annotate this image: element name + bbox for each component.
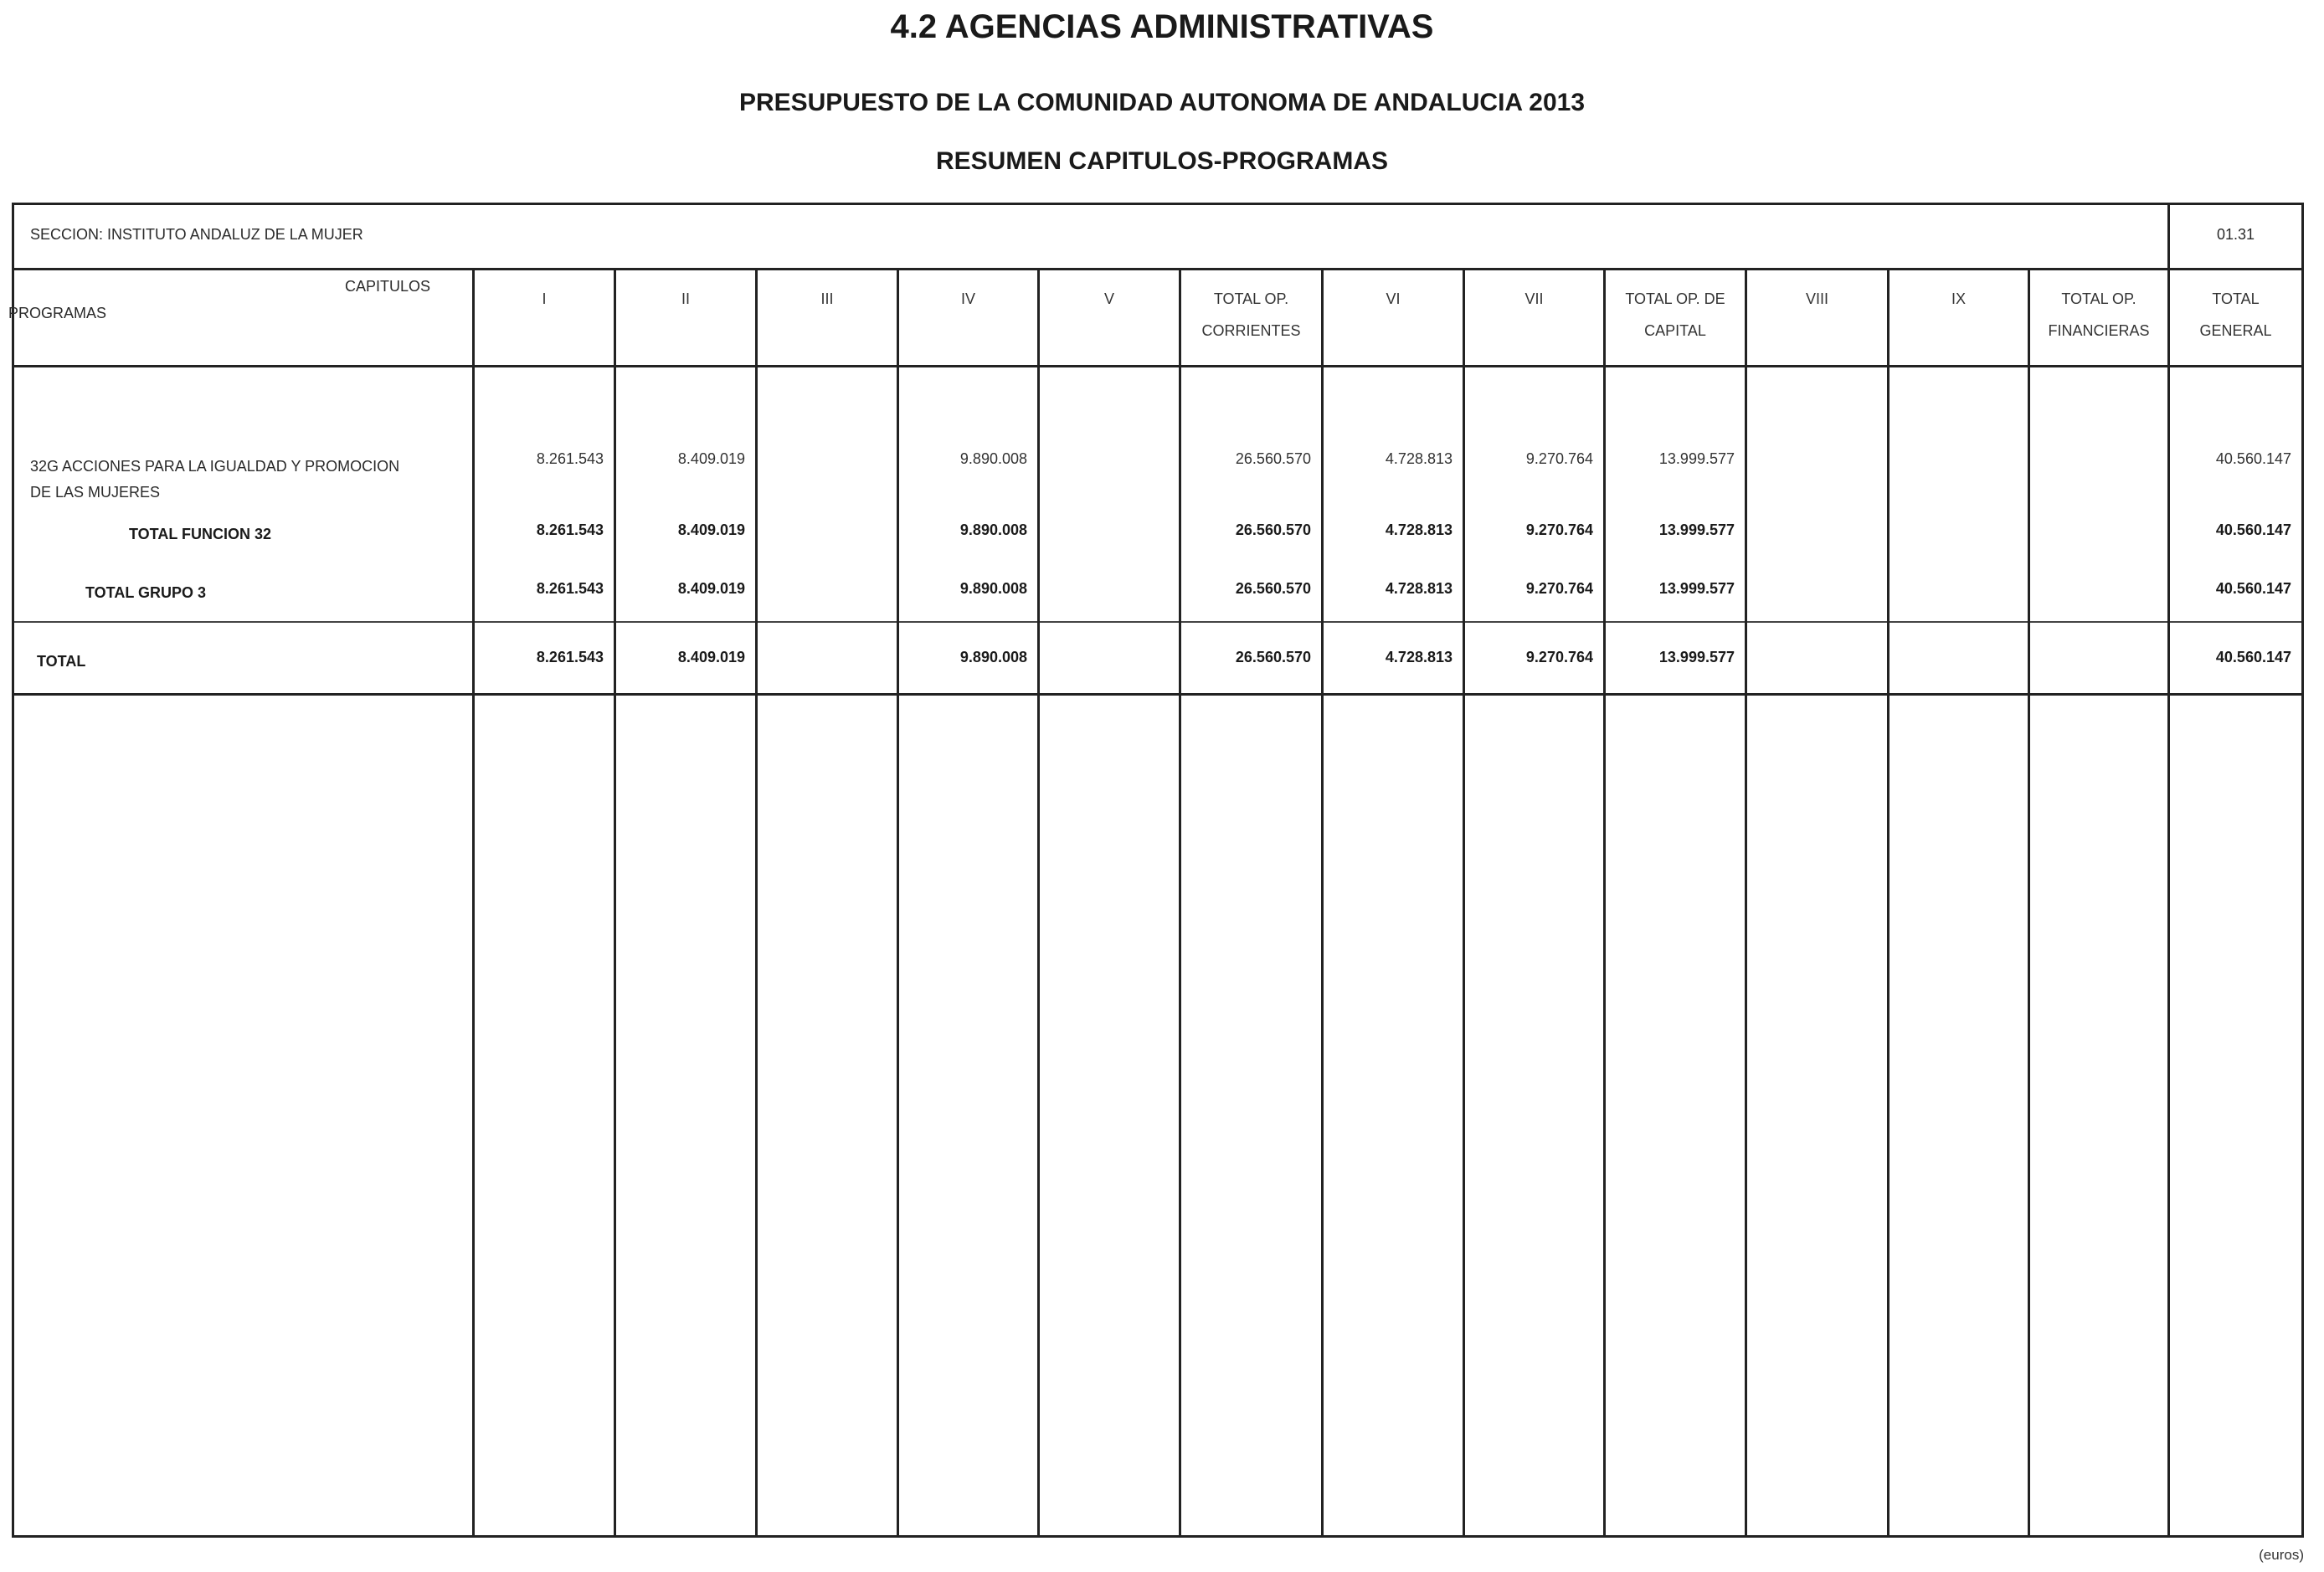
document-title: 4.2 AGENCIAS ADMINISTRATIVAS <box>890 8 1434 45</box>
cell-value: 26.560.570 <box>1235 521 1311 538</box>
cell-value: 9.270.764 <box>1525 580 1593 597</box>
column-header-total-op-corrientes: TOTAL OP. CORRIENTES <box>1201 290 1301 339</box>
column-header-vii: VII <box>1524 290 1544 307</box>
cell-value: 9.890.008 <box>959 521 1027 538</box>
column-divider <box>2028 270 2030 1538</box>
section-label: SECCION: INSTITUTO ANDALUZ DE LA MUJER <box>30 226 363 243</box>
table-right-border <box>2301 203 2304 1538</box>
cell-value: 8.409.019 <box>677 580 745 597</box>
cell-value: 8.261.543 <box>536 521 604 538</box>
budget-title: PRESUPUESTO DE LA COMUNIDAD AUTONOMA DE ANDALUCIA 2013 <box>738 89 1586 116</box>
cell-value: 9.270.764 <box>1525 649 1593 665</box>
header-programas: PROGRAMAS <box>8 305 107 321</box>
column-header-vi: VI <box>1386 290 1401 307</box>
budget-table <box>8 203 2304 1538</box>
cell-value: 9.270.764 <box>1525 450 1593 467</box>
row-label: TOTAL FUNCION 32 <box>129 526 272 542</box>
column-header-ix: IX <box>1951 290 1966 307</box>
column-header-i: I <box>542 290 547 307</box>
cell-value: 40.560.147 <box>2215 649 2291 665</box>
column-header-ii: II <box>681 290 690 307</box>
column-header-iii: III <box>820 290 834 307</box>
table-left-border <box>12 203 14 1538</box>
total-row-top-border <box>12 621 2304 623</box>
column-header-viii: VIII <box>1805 290 1828 307</box>
column-divider <box>1745 270 1747 1538</box>
cell-value: 8.409.019 <box>677 649 745 665</box>
cell-value: 13.999.577 <box>1658 521 1735 538</box>
cell-value: 8.409.019 <box>677 450 745 467</box>
cell-value: 9.270.764 <box>1525 521 1593 538</box>
cell-value: 40.560.147 <box>2215 580 2291 597</box>
table-bottom-border <box>12 1535 2304 1538</box>
row-label: 32G ACCIONES PARA LA IGUALDAD Y PROMOCION DE LAS MUJERES <box>30 458 400 501</box>
section-code: 01.31 <box>2216 226 2255 243</box>
column-header-total-op-financieras: TOTAL OP. FINANCIERAS <box>2048 290 2150 339</box>
row-label: TOTAL GRUPO 3 <box>85 584 207 601</box>
cell-value: 26.560.570 <box>1235 580 1311 597</box>
cell-value: 8.261.543 <box>536 580 604 597</box>
cell-value: 9.890.008 <box>959 450 1027 467</box>
column-header-total-general: TOTAL GENERAL <box>2199 290 2272 339</box>
cell-value: 4.728.813 <box>1385 649 1452 665</box>
cell-value: 4.728.813 <box>1385 521 1452 538</box>
column-divider <box>755 270 758 1538</box>
column-divider <box>1037 270 1040 1538</box>
cell-value: 13.999.577 <box>1658 649 1735 665</box>
header-bottom-border <box>12 365 2304 367</box>
column-header-v: V <box>1103 290 1114 307</box>
cell-value: 8.409.019 <box>677 521 745 538</box>
table-top-border <box>12 203 2304 205</box>
cell-value: 40.560.147 <box>2215 450 2291 467</box>
units-note: (euros) <box>2259 1547 2304 1563</box>
cell-value: 13.999.577 <box>1658 580 1735 597</box>
row-label: TOTAL <box>37 653 86 670</box>
summary-title: RESUMEN CAPITULOS-PROGRAMAS <box>935 147 1388 175</box>
header-capitulos: CAPITULOS <box>345 278 431 295</box>
column-header-total-op-de-capital: TOTAL OP. DE CAPITAL <box>1625 290 1725 339</box>
cell-value: 26.560.570 <box>1235 649 1311 665</box>
cell-value: 26.560.570 <box>1235 450 1311 467</box>
cell-value: 8.261.543 <box>536 649 604 665</box>
cell-value: 4.728.813 <box>1385 580 1452 597</box>
section-bottom-border <box>12 268 2304 270</box>
column-header-iv: IV <box>960 290 975 307</box>
cell-value: 4.728.813 <box>1385 450 1452 467</box>
cell-value: 13.999.577 <box>1658 450 1735 467</box>
cell-value: 9.890.008 <box>959 649 1027 665</box>
cell-value: 8.261.543 <box>536 450 604 467</box>
column-divider <box>1887 270 1890 1538</box>
cell-value: 40.560.147 <box>2215 521 2291 538</box>
total-row-bottom-border <box>12 693 2304 696</box>
cell-value: 9.890.008 <box>959 580 1027 597</box>
